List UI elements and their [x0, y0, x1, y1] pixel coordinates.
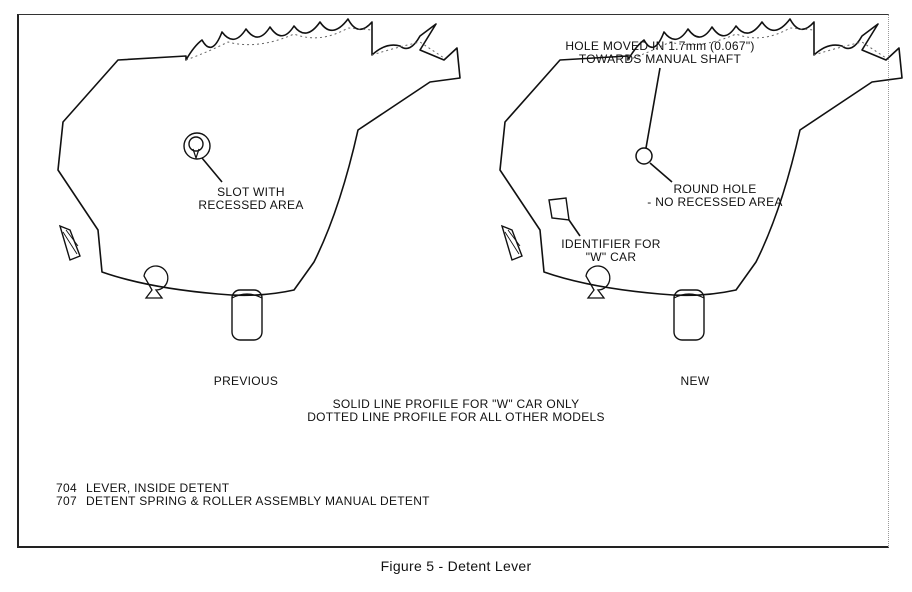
- slot-callout-line1: SLOT WITH: [217, 185, 285, 199]
- hole-moved-callout: [540, 40, 780, 66]
- legend-number: 707: [56, 494, 77, 508]
- round-hole-icon: [636, 68, 672, 182]
- identifier-line2: "W" CAR: [585, 250, 637, 264]
- legend-text: LEVER, INSIDE DETENT: [86, 481, 230, 495]
- new-lever: [500, 19, 902, 340]
- legend-item: [56, 495, 430, 508]
- identifier-line1: IDENTIFIER FOR: [561, 237, 661, 251]
- new-title: NEW: [680, 374, 710, 388]
- profile-note-dotted: DOTTED LINE PROFILE FOR ALL OTHER MODELS: [307, 410, 605, 424]
- recessed-slot-icon: [184, 133, 222, 182]
- parts-legend: [56, 482, 430, 508]
- round-hole-line2: - NO RECESSED AREA: [647, 195, 783, 209]
- round-hole-line1: ROUND HOLE: [673, 182, 757, 196]
- hole-moved-line2: TOWARDS MANUAL SHAFT: [578, 52, 742, 66]
- figure-caption: Figure 5 - Detent Lever: [380, 558, 532, 574]
- slot-callout: [196, 186, 306, 212]
- previous-title: PREVIOUS: [213, 374, 279, 388]
- profile-notes: [256, 398, 656, 424]
- profile-note-solid: SOLID LINE PROFILE FOR "W" CAR ONLY: [332, 397, 580, 411]
- slot-callout-line2: RECESSED AREA: [198, 198, 304, 212]
- round-hole-callout: [640, 183, 790, 209]
- identifier-callout: [556, 238, 666, 264]
- legend-text: DETENT SPRING & ROLLER ASSEMBLY MANUAL DETENT: [86, 494, 430, 508]
- hole-moved-line1: HOLE MOVED IN 1.7mm (0.067"): [565, 39, 755, 53]
- previous-lever: [58, 19, 460, 340]
- legend-number: 704: [56, 481, 77, 495]
- identifier-notch-icon: [549, 198, 580, 236]
